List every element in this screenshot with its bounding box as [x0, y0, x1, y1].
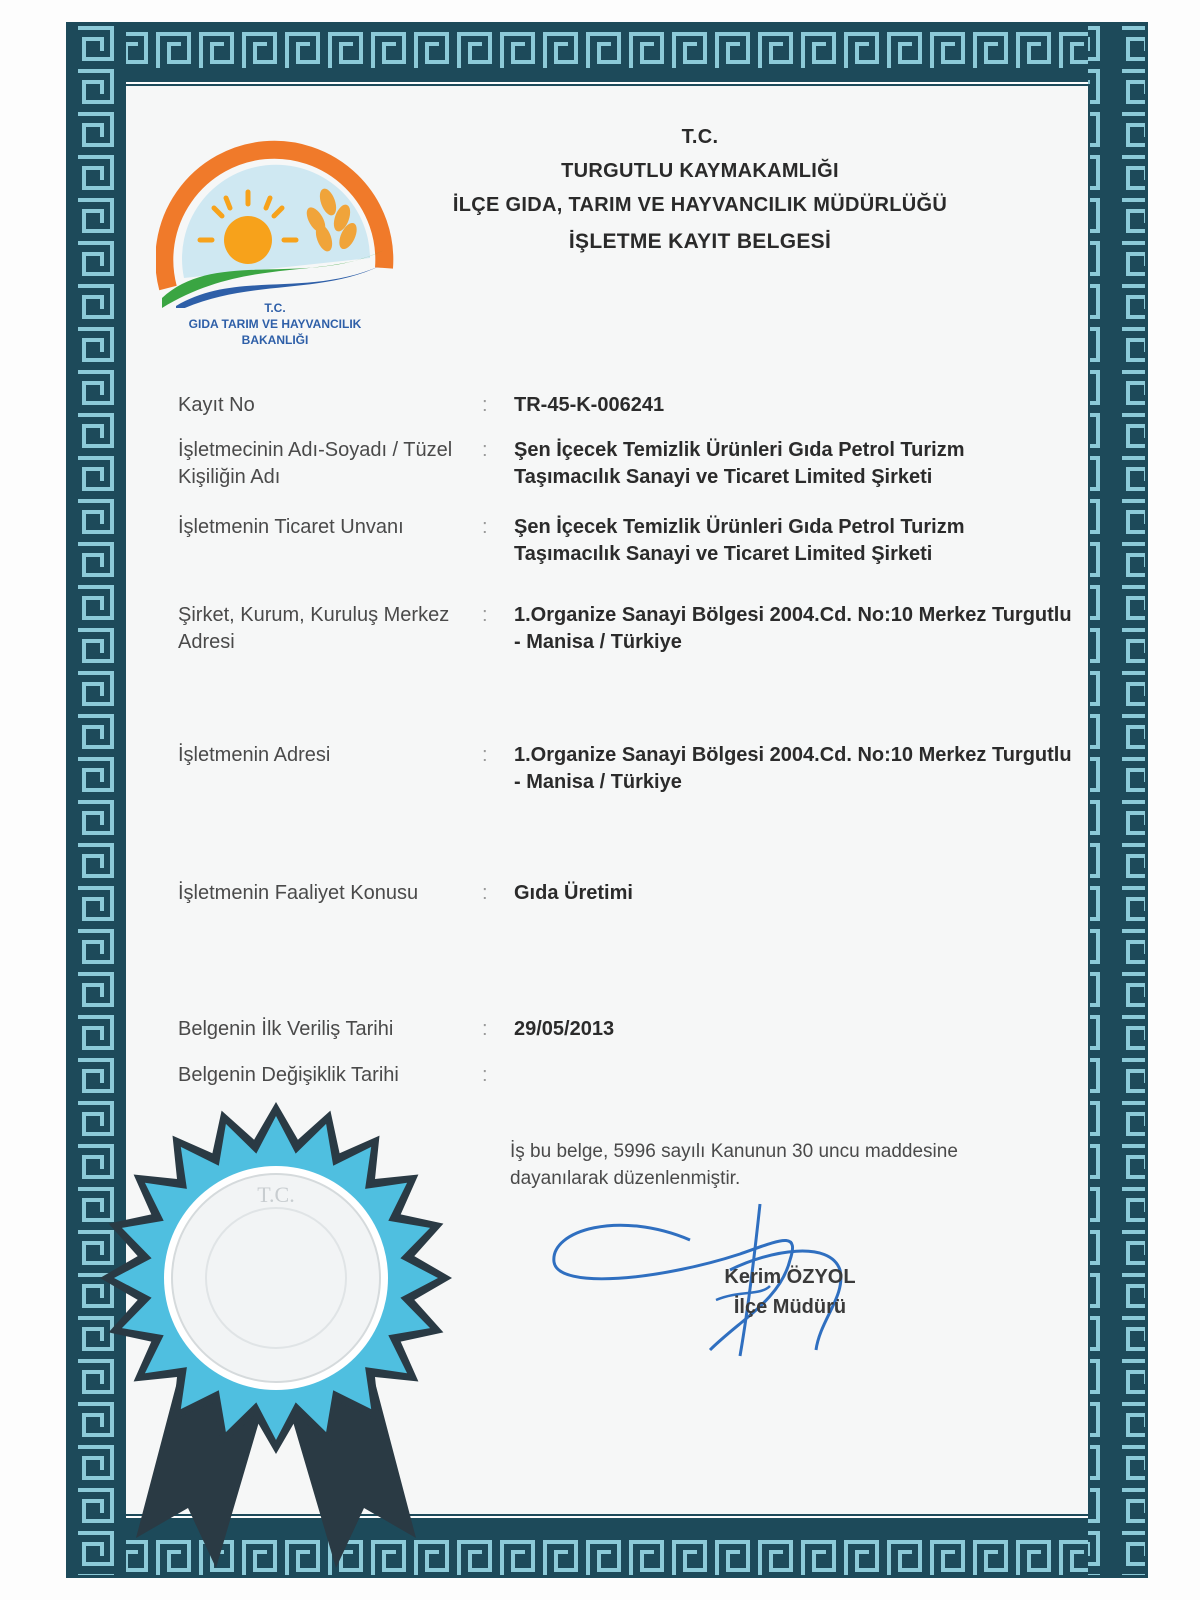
- header-authority: TURGUTLU KAYMAKAMLIĞI: [561, 160, 839, 182]
- ministry-logo-icon: [156, 138, 396, 308]
- field-label: İşletmenin Ticaret Unvanı: [178, 516, 404, 538]
- field-value: Şen İçecek Temizlik Ürünleri Gıda Petrol Turizm Taşımacılık Sanayi ve Ticaret Limited Şirketi: [514, 516, 965, 565]
- field-separator: :: [482, 744, 488, 766]
- field-value: Şen İçecek Temizlik Ürünleri Gıda Petrol Turizm Taşımacılık Sanayi ve Ticaret Limited Şirketi: [514, 439, 965, 488]
- field-label: İşletmecinin Adı-Soyadı / Tüzel Kişiliğin Adı: [178, 439, 453, 488]
- logo-name-line2: BAKANLIĞI: [241, 333, 309, 347]
- logo-name-line1: GIDA TARIM VE HAYVANCILIK: [188, 317, 362, 331]
- signatory-name: Kerim ÖZYOL: [724, 1266, 856, 1288]
- field-value: 29/05/2013: [514, 1018, 615, 1040]
- field-separator: :: [482, 516, 488, 538]
- field-separator: :: [482, 1018, 488, 1040]
- ministry-logo-text: [160, 300, 390, 348]
- field-value: 1.Organize Sanayi Bölgesi 2004.Cd. No:10 Merkez Turgutlu - Manisa / Türkiye: [514, 604, 1072, 653]
- field-label: Şirket, Kurum, Kuruluş Merkez Adresi: [178, 604, 450, 653]
- field-separator: :: [482, 439, 488, 461]
- official-seal-icon: [96, 1098, 456, 1578]
- seal-text: T.C.: [257, 1182, 295, 1207]
- field-separator: :: [482, 394, 488, 416]
- field-label: Kayıt No: [178, 394, 255, 416]
- logo-tc: T.C.: [264, 301, 286, 315]
- field-separator: :: [482, 882, 488, 904]
- field-label: İşletmenin Adresi: [178, 744, 331, 766]
- document-header: [400, 120, 1000, 262]
- signatory-block: [690, 1262, 890, 1322]
- field-value: 1.Organize Sanayi Bölgesi 2004.Cd. No:10 Merkez Turgutlu - Manisa / Türkiye: [514, 744, 1072, 793]
- signatory-title: İlçe Müdürü: [733, 1296, 847, 1318]
- header-directorate: İLÇE GIDA, TARIM VE HAYVANCILIK MÜDÜRLÜĞÜ: [452, 194, 948, 216]
- field-label: Belgenin İlk Veriliş Tarihi: [178, 1018, 394, 1040]
- field-value: Gıda Üretimi: [514, 882, 633, 904]
- document-title: İŞLETME KAYIT BELGESİ: [568, 230, 832, 253]
- field-label: İşletmenin Faaliyet Konusu: [178, 882, 419, 904]
- legal-basis-text: İş bu belge, 5996 sayılı Kanunun 30 uncu maddesine dayanılarak düzenlenmiştir.: [510, 1141, 958, 1189]
- field-value: TR-45-K-006241: [514, 394, 665, 416]
- header-tc: T.C.: [681, 126, 719, 148]
- field-label: Belgenin Değişiklik Tarihi: [178, 1064, 399, 1086]
- field-separator: :: [482, 1064, 488, 1086]
- field-separator: :: [482, 604, 488, 626]
